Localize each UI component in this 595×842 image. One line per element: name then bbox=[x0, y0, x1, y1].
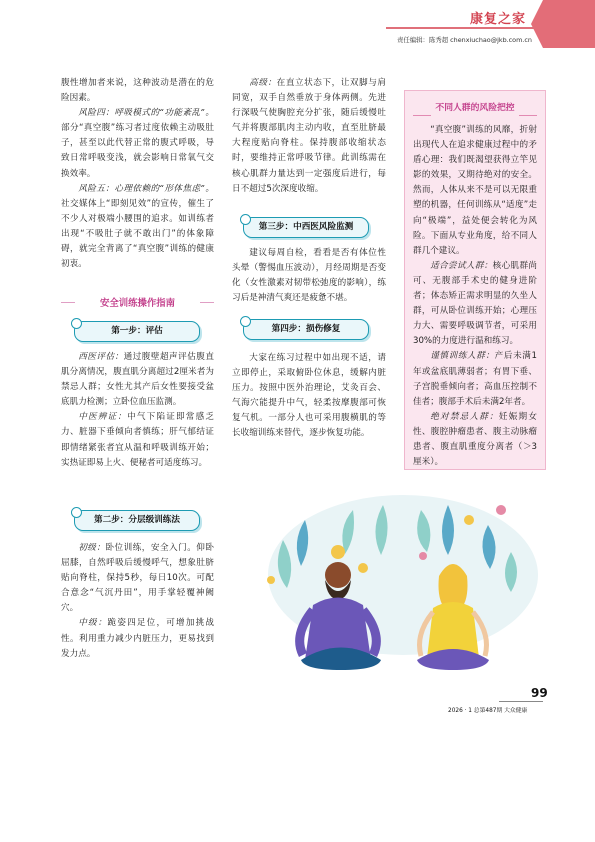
step4-label: 第四步：损伤修复 bbox=[271, 324, 341, 334]
label: 适合尝试人群： bbox=[430, 260, 493, 271]
label: 绝对禁忌人群： bbox=[430, 411, 499, 422]
left-column-bottom bbox=[61, 541, 214, 662]
label: 高级： bbox=[249, 78, 277, 88]
step3-box bbox=[243, 217, 369, 238]
step3-label: 第三步：中西医风险监测 bbox=[258, 222, 354, 232]
paragraph: 建议每周自检，看看是否有体位性头晕（警惕血压波动），月经周期是否变化（女性激素对韧带松弛度的影响），练习后是神清气爽还是疲惫不堪。 bbox=[232, 248, 386, 304]
sidebar-text bbox=[413, 123, 537, 470]
paragraph bbox=[61, 350, 214, 410]
paragraph bbox=[413, 349, 537, 409]
footer-rule bbox=[499, 701, 543, 702]
text: 妊娠期女性、腹腔肿瘤患者、腹主动脉瘤患者、腹直肌重度分离者（＞3厘米）。 bbox=[413, 411, 537, 468]
paragraph bbox=[61, 410, 214, 470]
header-rule bbox=[386, 27, 534, 29]
label: 初级： bbox=[78, 543, 106, 553]
issue-info: 2026 · 1 总第487期 大众健康 bbox=[448, 708, 528, 714]
paragraph bbox=[61, 616, 214, 661]
paragraph bbox=[413, 410, 537, 470]
middle-column-mid bbox=[232, 246, 386, 306]
middle-column-bottom bbox=[232, 351, 386, 442]
tag-dot bbox=[240, 214, 251, 225]
meditation-illustration bbox=[243, 480, 543, 680]
risk-text: 社交媒体上“即刻见效”的宣传，催生了不少人对极端小腰围的追求。如训练者出现“不吸肚子就不敢出门”的体象障碍，就完全背离了“真空腹”训练的健康初衷。 bbox=[61, 198, 214, 270]
header-hexagon-decoration bbox=[525, 0, 595, 48]
label: 中级： bbox=[78, 618, 108, 629]
risk-label: 风险五：心理依赖的“形体焦虑”。 bbox=[78, 183, 214, 194]
step4-box bbox=[243, 319, 369, 340]
guide-heading: 安全训练操作指南 bbox=[99, 298, 175, 309]
paragraph: 大家在练习过程中如出现不适，请立即停止，采取俯卧位休息，缓解内脏压力。按照中医外治理论，艾灸百会、气海穴能提升中气，轻柔按摩腹部可恢复气机。一部分人也可采用腹横肌的等长收缩训练来替代，逐步恢复功能。 bbox=[232, 353, 386, 439]
column-title: 康复之家 bbox=[470, 12, 527, 27]
step1-label: 第一步：评估 bbox=[111, 326, 163, 336]
label: 中医辨证： bbox=[78, 412, 128, 423]
text: 在直立状态下，让双脚与肩同宽，双手自然垂放于身体两侧。先进行深吸气使胸腔充分扩张，随后缓慢吐气并将腹部肌肉主动内收，直至肚脐最大程度贴向脊柱。保持腹部收缩状态时，要维持正常呼吸节律。此训练需在核心肌群力量达到一定强度后进行，每日不超过5次深度收缩。 bbox=[232, 78, 386, 194]
step2-label: 第二步：分层级训练法 bbox=[94, 515, 180, 525]
text: 中气下陷证即常感乏力、脏器下垂倾向者慎练；肝气郁结证即情绪紧张者宜从温和呼吸训练开始；实热证即易上火、便秘者可适度练习。 bbox=[61, 412, 214, 468]
text: 跪姿四足位，可增加挑战性。利用重力减少内脏压力，更易找到发力点。 bbox=[61, 618, 214, 659]
step1-box bbox=[74, 321, 200, 342]
tag-dot bbox=[71, 318, 82, 329]
tag-dot bbox=[240, 316, 251, 327]
page-number: 99 bbox=[531, 686, 548, 700]
sidebar-title: 不同人群的风险把控 bbox=[435, 103, 515, 113]
paragraph bbox=[61, 182, 214, 273]
text: 核心肌群尚可、无腹部手术史的健身进阶者；体态矫正需求明显的久坐人群，可从卧位训练开始；心理压力大、需要呼吸调节者，可采用30%的力度进行温和练习。 bbox=[413, 260, 537, 347]
risk-control-sidebar bbox=[404, 90, 546, 470]
paragraph: “真空腹”训练的风靡，折射出现代人在追求健康过程中的矛盾心理：我们既渴望获得立竿见影的效果，又期待绝对的安全。然而，人体从来不是可以无限重塑的机器，任何训练从“适度”走向“极端”，益处便会转化为风险。下面从专业角度，给不同人群几个建议。 bbox=[413, 125, 537, 256]
left-column-mid bbox=[61, 350, 214, 471]
paragraph bbox=[232, 76, 386, 197]
text: 产后未满1年或盆底肌薄弱者；有胃下垂、子宫脱垂倾向者；高血压控制不佳者；腹部手术后未满2年者。 bbox=[413, 351, 537, 407]
heading-rule bbox=[200, 302, 214, 303]
step2-box bbox=[74, 510, 200, 531]
label: 谨慎训练人群： bbox=[430, 351, 495, 362]
paragraph bbox=[61, 106, 214, 181]
title-rule bbox=[519, 115, 537, 116]
risk-text: 部分“真空腹”练习者过度依赖主动吸肚子，甚至以此代替正常的腹式呼吸，导致日常呼吸变浅，就会影响日常氧气交换效率。 bbox=[61, 123, 214, 179]
editor-credit: 责任编辑：陈秀超 chenxiuchao@jkb.com.cn bbox=[397, 36, 532, 44]
text: 卧位训练，安全入门。仰卧屈膝，自然呼吸后缓慢呼气，想象肚脐贴向脊柱，保持5秒，每日10次。可配合意念“气沉丹田”，用手掌轻覆神阙穴。 bbox=[61, 543, 214, 614]
middle-column-top bbox=[232, 76, 386, 197]
paragraph bbox=[413, 259, 537, 350]
label: 西医评估： bbox=[78, 352, 124, 362]
paragraph: 腹性增加者来说，这种波动是潜在的危险因素。 bbox=[61, 78, 214, 104]
text: 通过腹壁超声评估腹直肌分离情况，腹直肌分离超过2厘米者为禁忌人群；女性尤其产后女性要接受盆底肌力检测；立卧位血压监测。 bbox=[61, 352, 214, 408]
paragraph bbox=[61, 541, 214, 616]
title-rule bbox=[413, 115, 431, 116]
risk-label: 风险四：呼吸模式的“功能紊乱”。 bbox=[78, 108, 214, 119]
left-column-top bbox=[61, 76, 214, 272]
tag-dot bbox=[71, 507, 82, 518]
